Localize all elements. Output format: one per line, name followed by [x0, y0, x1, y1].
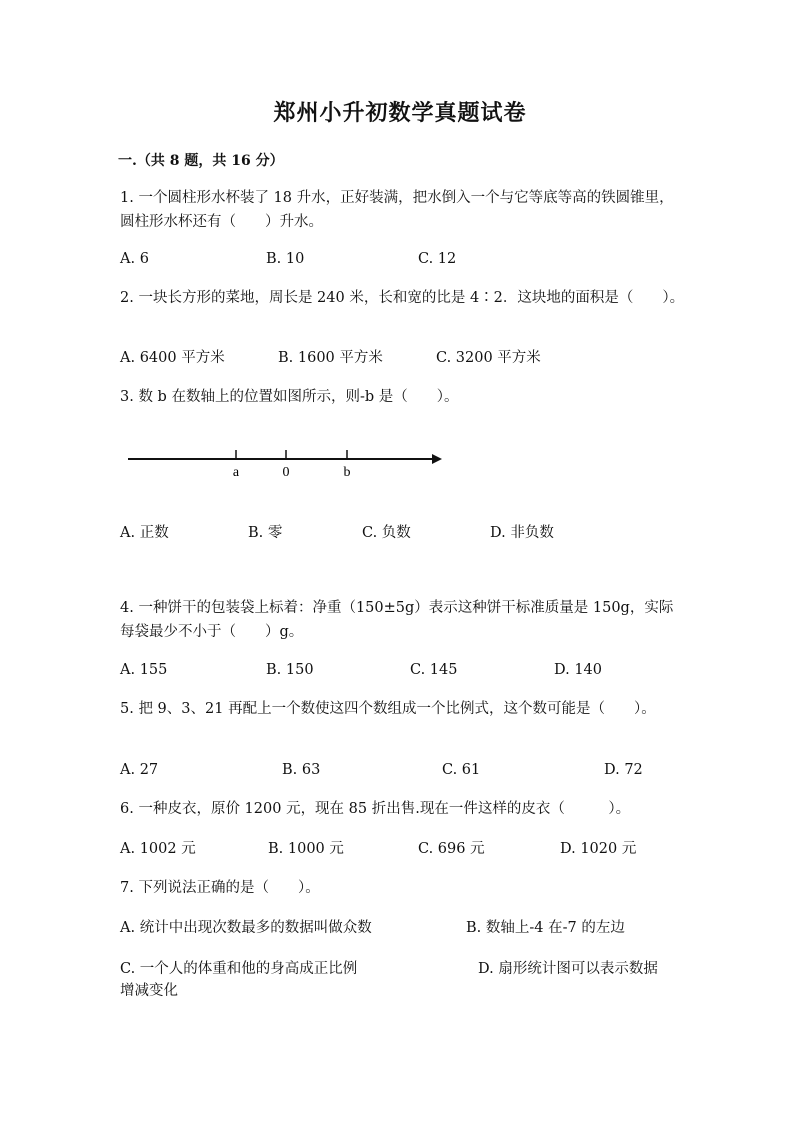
option-b: B. 1600 平方米 — [278, 350, 383, 366]
option-c: C. 一个人的体重和他的身高成正比例 — [120, 961, 358, 977]
option-c: C. 12 — [418, 251, 457, 267]
option-b: B. 零 — [248, 525, 283, 541]
question-5: 5. 把 9、3、21 再配上一个数使这四个数组成一个比例式，这个数可能是（ ）。 — [120, 701, 656, 717]
option-a: A. 6 — [120, 251, 149, 267]
option-c: C. 696 元 — [418, 841, 485, 857]
option-d: D. 非负数 — [490, 525, 554, 541]
option-a: A. 正数 — [120, 525, 169, 541]
tick-label-b: b — [343, 465, 351, 480]
tick-label-0: 0 — [282, 465, 290, 480]
option-d: D. 72 — [604, 762, 643, 778]
option-a: A. 统计中出现次数最多的数据叫做众数 — [120, 920, 372, 936]
option-b: B. 150 — [266, 662, 314, 678]
option-c: C. 负数 — [362, 525, 411, 541]
question-6: 6. 一种皮衣，原价 1200 元，现在 85 折出售.现在一件这样的皮衣（ ）。 — [120, 801, 631, 817]
option-c: C. 3200 平方米 — [436, 350, 541, 366]
option-b: B. 数轴上-4 在-7 的左边 — [466, 920, 625, 936]
option-a: A. 27 — [120, 762, 159, 778]
question-7: 7. 下列说法正确的是（ ）。 — [120, 880, 320, 896]
option-d: D. 1020 元 — [560, 841, 637, 857]
option-c: C. 61 — [442, 762, 481, 778]
page-title: 郑州小升初数学真题试卷 — [273, 100, 527, 126]
question-4: 4. 一种饼干的包装袋上标着：净重（150±5g）表示这种饼干标准质量是 150g，实际每袋最少不小于（ ）g。 — [120, 600, 674, 640]
tick-label-a: a — [232, 465, 240, 480]
option-b: B. 10 — [266, 251, 305, 267]
question-2: 2. 一块长方形的菜地，周长是 240 米，长和宽的比是 4∶2．这块地的面积是（ ）。 — [120, 290, 685, 306]
question-1: 1. 一个圆柱形水杯装了 18 升水，正好装满，把水倒入一个与它等底等高的铁圆锥里，圆柱形水杯还有（ ）升水。 — [120, 190, 674, 230]
question-3: 3. 数 b 在数轴上的位置如图所示，则-b 是（ ）。 — [120, 389, 459, 405]
option-a: A. 155 — [120, 662, 168, 678]
number-line-arrow-icon — [432, 454, 442, 464]
option-d: D. 扇形统计图可以表示数据增减变化 — [120, 961, 658, 999]
option-d: D. 140 — [554, 662, 603, 678]
option-a: A. 1002 元 — [120, 841, 196, 857]
option-b: B. 1000 元 — [268, 841, 344, 857]
section-heading: 一.（共 8 题，共 16 分） — [118, 153, 284, 169]
number-line-figure — [120, 440, 450, 485]
option-a: A. 6400 平方米 — [120, 350, 225, 366]
option-b: B. 63 — [282, 762, 321, 778]
option-c: C. 145 — [410, 662, 458, 678]
